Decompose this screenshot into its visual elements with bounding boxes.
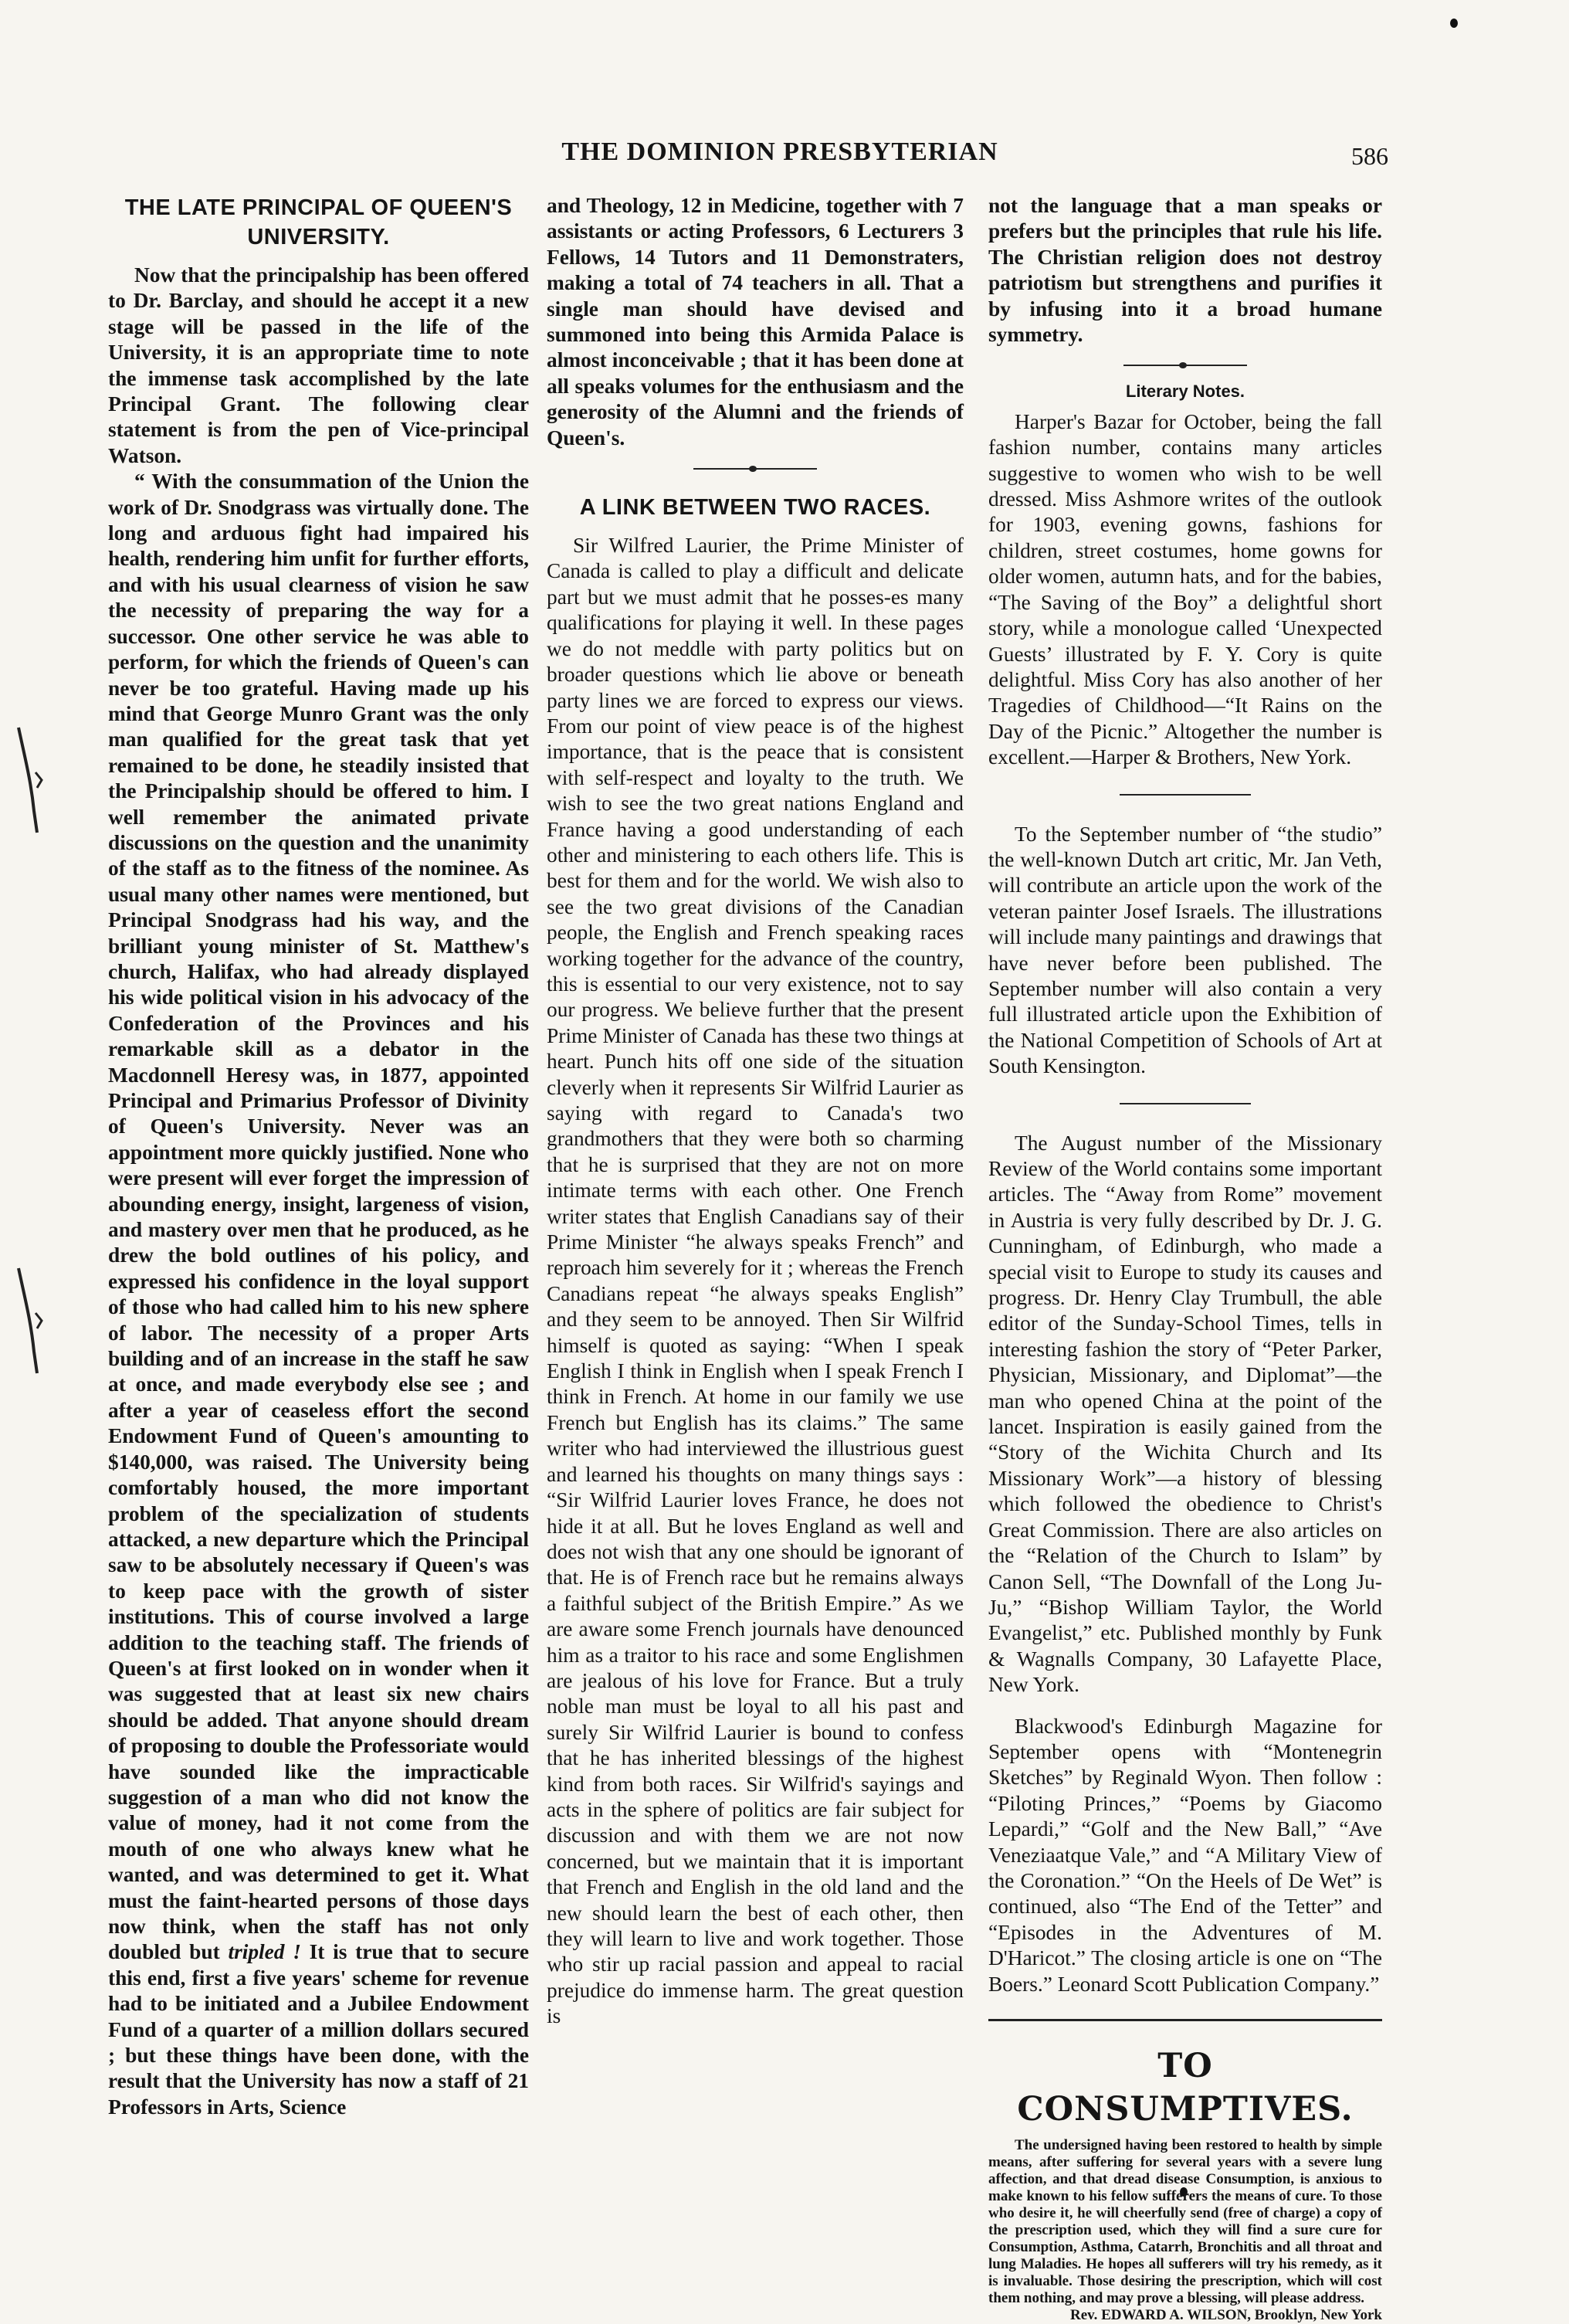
literary-note-blackwood: Blackwood's Edinburgh Magazine for September opens with “Montenegrin Sketches” by Reginald Wyon. Then follow : “Piloting Princes,” “Poems by Giacomo Lepardi,” “Golf and the New Ball,” “Ave Veneziaatque Vale,” and “A Military View of the Coronation.” “On the Heels of De Wet” is continued, also “The End of the Tetter” and “Episodes in the Adventures of M. D'Haricot.” The closing article is one on “The Boers.” Leonard Scott Publication Company.” (988, 1714, 1382, 1996)
margin-mark-middle (14, 726, 45, 834)
section-divider (1123, 361, 1247, 369)
column-1 (108, 193, 529, 2120)
article-paragraph-quote (108, 469, 529, 2120)
margin-mark-upper (14, 1267, 45, 1375)
masthead-title: THE DOMINION PRESBYTERIAN (561, 137, 998, 166)
article-paragraph: Sir Wilfred Laurier, the Prime Minister of Canada is called to play a difficult and delicate part but we must admit that he posses-es many qualifications for playing it well. In these pages we do not meddle with party politics but on broader questions which lie above or beneath party lines we are forced to express our views. From our point of view peace is of the highest importance, that is the peace that is consistent with self-respect and loyalty to the truth. We wish to see the two great nations England and France having a good understanding of each other and ministering to each others life. This is best for them and for the world. We wish also to see the two great divisions of the Canadian people, the English and French speaking races working together for the advance of the country, this is essential to our very existence, not to say our progress. We believe further that the present Prime Minister of Canada has these two things at heart. Punch hits off one side of the situation cleverly when it represents Sir Wilfrid Laurier as saying with regard to Canada's two grandmothers that they were both so charming that he is surprised that they are not on more intimate terms with each other. One French writer states that English Canadians say of their Prime Minister “he always speaks French” and reproach him severely for it ; whereas the French Canadians repeat “he always speaks English” and they seem to be annoyed. Then Sir Wilfrid himself is quoted as saying: “When I speak English I think in English when I speak French I think in French. At home in our family we use French but English has its claims.” The same writer who had interviewed the illustrious guest and learned his thoughts on many things says : “Sir Wilfrid Laurier loves France, he does not hide it at all. But he loves England as well and does not wish that any one should be ignorant of that. He is of French race but he remains always a faithful subject of the British Empire.” As we are aware some French journals have denounced him as a traitor to his race and some Englishmen are jealous of his love for France. But a truly noble man must be loyal to all his past and surely Sir Wilfrid Laurier is bound to confess that he has inherited blessings of the highest kind from both races. Sir Wilfrid's sayings and acts in the sphere of politics are fair subject for discussion and with them we are not now concerned, but we maintain that it is important that French and English in the old land and the new should learn the best of each other, then they will learn to live and work together. Those who stir up racial passion and appeal to racial prejudice do immense harm. The great question is (547, 534, 964, 2028)
advertisement-rule (988, 2019, 1382, 2021)
advertisement-title: TO CONSUMPTIVES. (1017, 2047, 1354, 2129)
article-paragraph: Now that the principalship has been offered to Dr. Barclay, and should he accept it a new stage will be passed in the life of the University, it is an appropriate time to note the immense task accomplished by the late Principal Grant. The following clear statement is from the pen of Vice-principal Watson. (108, 263, 529, 467)
literary-notes-heading: Literary Notes. (1125, 382, 1245, 402)
quote-text: “ With the consummation of the Union the work of Dr. Snodgrass was virtually done. The long and arduous fight had impaired his health, rendering him unfit for further efforts, and with his usual clearness of vision he saw the necessity of preparing the way for a successor. One other service he was able to perform, for which the friends of Queen's can never be too grateful. Having made up his mind that George Munro Grant was the only man qualified for the great task that yet remained to be done, he steadily insisted that the Principalship should be offered to him. I well remember the animated private discussions on the question and the unanimity of the staff as to the fitness of the nominee. As usual many other names were mentioned, but Principal Snodgrass had his way, and the brilliant young minister of St. Matthew's church, Halifax, who had already displayed his wide political vision in his advocacy of the Confederation of the Provinces and his remarkable skill as a debator in the Macdonnell Heresy was, in 1877, appointed Principal and Primarius Professor of Divinity of Queen's University. Never was an appointment more quickly justified. None who were present will ever forget the impression of abounding energy, insight, largeness of vision, and mastery over men that he produced, as he drew the bold outlines of his policy, and expressed his confidence in the loyal support of those who had called him to his new sphere of labor. The necessity of a proper Arts building and of an increase in the staff he saw at once, and made everybody else see ; and after a year of ceaseless effort the second Endowment Fund of Queen's amounting to $140,000, was raised. The University being comfortably housed, the more important problem of the specialization of students attacked, a new departure which the Principal saw to be absolutely necessary if Queen's was to keep pace with the growth of sister institutions. This of course involved a large addition to the teaching staff. The friends of Queen's at first looked on in wonder when it was suggested that at least six new chairs should be added. That anyone should dream of proposing to double the Professoriate would have sounded like the impracticable suggestion of a man who did not know the value of money, had it not come from the mouth of one who always knew what he wanted, and was determined to get it. What must the faint-hearted persons of those days now think, when the staff has not only doubled but (108, 470, 529, 1964)
ink-dot-top (1450, 19, 1458, 28)
article-heading-principal: THE LATE PRINCIPAL OF QUEEN'S UNIVERSITY. (124, 195, 513, 249)
column-3 (988, 193, 1382, 2324)
advertisement-signature: Rev. EDWARD A. WILSON, Brooklyn, New York (1070, 2307, 1382, 2323)
section-divider (693, 465, 817, 473)
literary-note-harpers: Harper's Bazar for October, being the fall fashion number, contains many articles suggestive to women who wish to be well dressed. Miss Ashmore writes of the outlook for 1903, evening gowns, fashions for children, street costumes, home gowns for older women, autumn hats, and for the babies, “The Saving of the Boy” a delightful short story, while a monologue called ‘Unexpected Guests’ illustrated by F. Y. Cory is quite delightful. Miss Cory has also another of her Tragedies of Childhood—“It Rains on the Day of the Picnic.” Altogether the number is excellent.—Harper & Brothers, New York. (988, 409, 1382, 769)
column-2 (547, 193, 964, 2030)
quote-text-continued: It is true that to secure this end, first a five years' scheme for revenue had to be initiated and a Jubilee Endowment Fund of a quarter of a million dollars secured ; but these things have been done, with the result that the University has now a staff of 21 Professors in Arts, Science (108, 1940, 530, 2119)
article-heading-races: A LINK BETWEEN TWO RACES. (579, 495, 931, 521)
note-divider (1120, 794, 1251, 796)
page-number: 586 (1351, 142, 1388, 170)
emphasis-text: tripled ! (228, 1940, 301, 1964)
literary-note-studio: To the September number of “the studio” the well-known Dutch art critic, Mr. Jan Veth, will contribute an article upon the work of the veteran painter Josef Israels. The illustrations will include many paintings and drawings that have never before been published. The September number will also contain a very full illustrated article upon the Exhibition of the National Competition of Schools of Art at South Kensington. (988, 822, 1382, 1078)
article-paragraph-continued: and Theology, 12 in Medicine, together with 7 assistants or acting Professors, 6 Lecturers 3 Fellows, 14 Tutors and 11 Demonstraters, making a total of 74 teachers in all. That a single man should have devised and summoned into being this Armida Palace is almost inconceivable ; that it has been done at all speaks volumes for the enthusiasm and the generosity of the Alumni and the friends of Queen's. (547, 194, 964, 450)
note-divider (1120, 1103, 1251, 1104)
advertisement-body: The undersigned having been restored to health by simple means, after suffering for several years with a severe lung affection, and that dread disease Consumption, is anxious to make known to his fellow sufferers the means of cure. To those who desire it, he will cheerfully send (free of charge) a copy of the prescription used, which they will find a sure cure for Consumption, Asthma, Catarrh, Bronchitis and all throat and lung Maladies. He hopes all sufferers will try his remedy, as it is invaluable. Those desiring the prescription, which will cost them nothing, and may prove a blessing, will please address. (988, 2137, 1382, 2306)
advertisement (988, 2044, 1382, 2324)
literary-note-missionary: The August number of the Missionary Review of the World contains some important articles. The “Away from Rome” movement in Austria is very fully described by Dr. J. G. Cunningham, of Edinburgh, who made a special visit to Europe to study its causes and progress. Dr. Henry Clay Trumbull, the able editor of the Sunday-School Times, tells in interesting fashion the story of “Peter Parker, Physician, Missionary, and Diplomat”—the man who opened China at the point of the lancet. Inspiration is easily gained from the “Story of the Wichita Church and Its Missionary Work”—a history of blessing which followed the obedience to Christ's Great Commission. There are also articles on the “Relation of the Church to Islam” by Canon Sell, “The Downfall of the Long Ju-Ju,” “Bishop William Taylor, the World Evangelist,” etc. Published monthly by Funk & Wagnalls Company, 30 Lafayette Place, New York. (988, 1131, 1382, 1697)
article-paragraph-continued: not the language that a man speaks or prefers but the principles that rule his life. The Christian religion does not destroy patriotism but strengthens and purifies it by infusing into it a broad humane symmetry. (988, 194, 1382, 347)
